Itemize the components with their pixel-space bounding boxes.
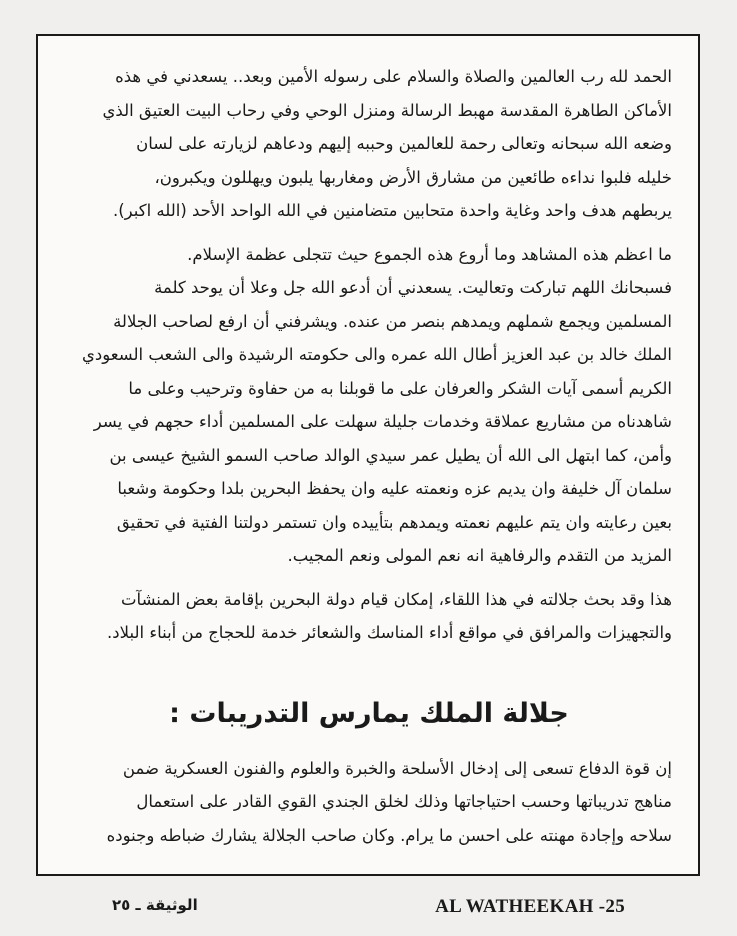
text-line: شاهدناه من مشاريع عملاقة وخدمات جليلة سهلت على المسلمين أداء حجهم في يسر	[93, 412, 672, 431]
text-line: ما اعظم هذه المشاهد وما أروع هذه الجموع حيث تتجلى عظمة الإسلام.	[187, 244, 672, 264]
text-line: بعين رعايته وان يتم عليهم نعمته ويمدهم بتأييده وان تستمر دولتنا الفتية في تحقيق	[116, 512, 672, 532]
document-body	[66, 60, 672, 862]
text-line: المزيد من التقدم والرفاهية انه نعم المولى ونعم المجيب.	[287, 546, 672, 565]
text-line: سلمان آل خليفة وان يديم عزه ونعمته عليه وان يحفظ البحرين بلدا وحكومة وشعبا	[117, 479, 672, 498]
text-line: فسبحانك اللهم تباركت وتعاليت. يسعدني أن أدعو الله جل وعلا أن يوحد كلمة	[154, 278, 672, 297]
text-line: مناهج تدريباتها وحسب احتياجاتها وذلك لخلق الجندي القوي القادر على استعمال	[136, 792, 672, 811]
page-frame	[36, 34, 700, 876]
paragraph-defense	[66, 752, 672, 853]
section-heading: جلالة الملك يمارس التدريبات :	[169, 697, 569, 729]
text-line: خليله فلبوا نداءه طائعين من مشارق الأرض ومغاربها يلبون ويهللون ويكبرون،	[154, 167, 672, 187]
text-line: الكريم أسمى آيات الشكر والعرفان على ما قوبلنا به من حفاوة وترحيب وعلى ما	[128, 378, 672, 398]
text-line: الحمد لله رب العالمين والصلاة والسلام على رسوله الأمين وبعد.. يسعدني في هذه	[115, 67, 672, 86]
text-line: هذا وقد بحث جلالته في هذا اللقاء، إمكان قيام دولة البحرين بإقامة بعض المنشآت	[121, 589, 672, 609]
footer-arabic-page-label: الوثيقة ـ ٢٥	[112, 896, 198, 914]
text-line: سلاحه وإجادة مهنته على احسن ما يرام. وكان صاحب الجلالة يشارك ضباطه وجنوده	[106, 825, 672, 845]
footer-english-page-label: AL WATHEEKAH -25	[435, 896, 625, 917]
paragraph-gratitude	[66, 238, 672, 573]
text-line: الأماكن الطاهرة المقدسة مهبط الرسالة ومنزل الوحي وفي رحاب البيت العتيق الذي	[102, 100, 672, 120]
text-line: يربطهم هدف واحد وغاية واحدة متحابين متضامنين في الله الواحد الأحد (الله اكبر).	[112, 201, 672, 220]
text-line: وضعه الله سبحانه وتعالى رحمة للعالمين وحببه إليهم ودعاهم لزيارته على لسان	[136, 134, 672, 153]
text-line: إن قوة الدفاع تسعى إلى إدخال الأسلحة والخبرة والعلوم والفنون العسكرية ضمن	[122, 758, 672, 778]
text-line: الملك خالد بن عبد العزيز أطال الله عمره والى حكومته الرشيدة والى الشعب السعودي	[82, 345, 672, 364]
paragraph-opening	[66, 60, 672, 228]
text-line: والتجهيزات والمرافق في مواقع أداء المناسك والشعائر خدمة للحجاج من أبناء البلاد.	[107, 623, 672, 642]
text-line: وأمن، كما ابتهل الى الله أن يطيل عمر سيدي الوالد صاحب السمو الشيخ عيسى بن	[109, 445, 672, 465]
text-line: المسلمين ويجمع شملهم ويمدهم بنصر من عنده. ويشرفني أن ارفع لصاحب الجلالة	[113, 311, 672, 331]
page-footer	[0, 896, 737, 926]
paragraph-facilities	[66, 583, 672, 650]
